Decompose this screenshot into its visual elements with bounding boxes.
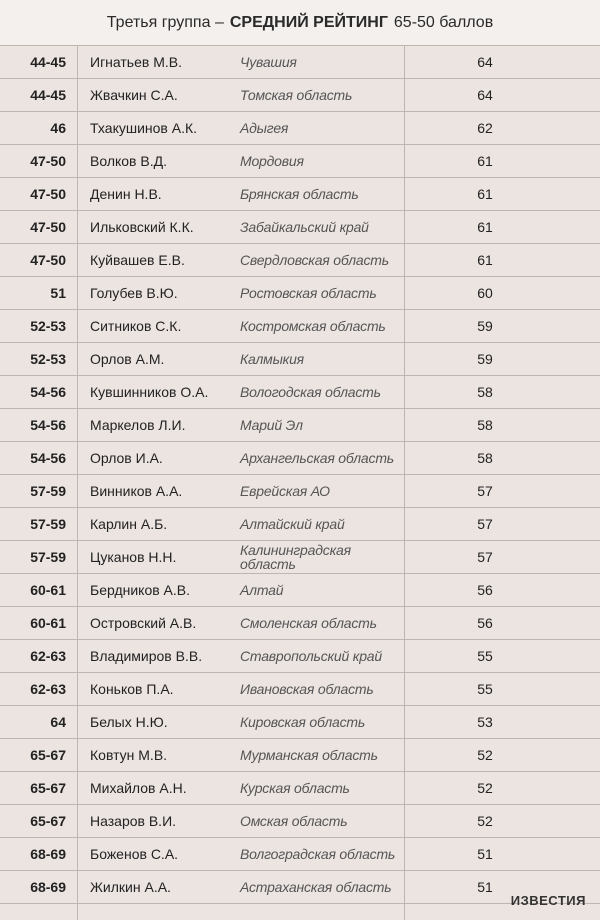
region-cell: Чувашия (240, 54, 297, 70)
score-cell: 56 (477, 615, 493, 631)
score-cell: 57 (477, 549, 493, 565)
rank-cell: 52-53 (30, 351, 66, 367)
table-row (0, 211, 600, 244)
rank-cell: 54-56 (30, 384, 66, 400)
table-row (0, 508, 600, 541)
name-cell: Назаров В.И. (90, 813, 177, 829)
score-cell: 61 (477, 252, 493, 268)
name-cell: Кувшинников О.А. (90, 384, 209, 400)
region-cell: Калмыкия (240, 351, 304, 367)
score-cell: 57 (477, 516, 493, 532)
rank-cell: 65-67 (30, 747, 66, 763)
table-row (0, 310, 600, 343)
score-cell: 52 (477, 747, 493, 763)
region-cell: Мордовия (240, 153, 304, 169)
score-cell: 51 (477, 846, 493, 862)
table-row (0, 772, 600, 805)
region-cell: Костромская область (240, 318, 386, 334)
score-cell: 57 (477, 483, 493, 499)
brand-logo: ИЗВЕСТИЯ (510, 893, 586, 908)
table-row (0, 442, 600, 475)
score-cell: 52 (477, 813, 493, 829)
name-cell: Орлов А.М. (90, 351, 165, 367)
table-row (0, 112, 600, 145)
name-cell: Жилкин А.А. (90, 879, 171, 895)
rank-cell: 57-59 (30, 549, 66, 565)
region-cell: Кировская область (240, 714, 366, 730)
region-cell: Омская область (240, 813, 348, 829)
table-row (0, 739, 600, 772)
score-cell: 58 (477, 417, 493, 433)
table-row (0, 640, 600, 673)
region-cell: Ставропольский край (240, 648, 382, 664)
name-cell: Цуканов Н.Н. (90, 549, 177, 565)
table-row (0, 178, 600, 211)
rank-cell: 62-63 (30, 648, 66, 664)
rank-cell: 64 (50, 714, 66, 730)
name-cell: Винников А.А. (90, 483, 183, 499)
table-row (0, 475, 600, 508)
name-cell: Тхакушинов А.К. (90, 120, 198, 136)
rank-cell: 57-59 (30, 483, 66, 499)
rank-cell: 65-67 (30, 813, 66, 829)
table-row (0, 574, 600, 607)
table-title (0, 0, 600, 46)
region-cell: Мурманская область (240, 747, 378, 763)
table-row (0, 343, 600, 376)
region-cell: Калининградская область (240, 542, 351, 572)
table-row (0, 145, 600, 178)
table-row (0, 244, 600, 277)
region-cell: Алтайский край (240, 516, 345, 532)
title-bold: СРЕДНИЙ РЕЙТИНГ (229, 13, 388, 31)
region-cell: Ростовская область (240, 285, 377, 301)
name-cell: Владимиров В.В. (90, 648, 203, 664)
score-cell: 62 (477, 120, 493, 136)
region-cell: Ивановская область (240, 681, 374, 697)
name-cell: Боженов С.А. (90, 846, 179, 862)
rating-table (0, 46, 600, 904)
score-cell: 55 (477, 681, 493, 697)
rank-cell: 47-50 (30, 252, 66, 268)
score-cell: 59 (477, 351, 493, 367)
name-cell: Бердников А.В. (90, 582, 191, 598)
table-row (0, 409, 600, 442)
table-row (0, 838, 600, 871)
rank-cell: 47-50 (30, 186, 66, 202)
score-cell: 58 (477, 450, 493, 466)
rank-cell: 65-67 (30, 780, 66, 796)
name-cell: Ковтун М.В. (90, 747, 168, 763)
region-cell: Адыгея (240, 120, 289, 136)
rank-cell: 52-53 (30, 318, 66, 334)
table-row (0, 673, 600, 706)
region-cell: Вологодская область (240, 384, 381, 400)
name-cell: Маркелов Л.И. (90, 417, 186, 433)
rank-cell: 60-61 (30, 615, 66, 631)
region-cell: Брянская область (240, 186, 359, 202)
region-cell: Курская область (240, 780, 350, 796)
rank-cell: 68-69 (30, 846, 66, 862)
score-cell: 64 (477, 87, 493, 103)
score-cell: 58 (477, 384, 493, 400)
table-row (0, 277, 600, 310)
region-cell: Еврейская АО (240, 483, 330, 499)
title-suffix: 65-50 баллов (393, 13, 494, 31)
name-cell: Белых Н.Ю. (90, 714, 168, 730)
rank-cell: 46 (50, 120, 66, 136)
score-cell: 64 (477, 54, 493, 70)
score-cell: 61 (477, 186, 493, 202)
score-cell: 51 (477, 879, 493, 895)
name-cell: Волков В.Д. (90, 153, 167, 169)
rank-cell: 44-45 (30, 87, 66, 103)
name-cell: Коньков П.А. (90, 681, 174, 697)
rank-cell: 47-50 (30, 219, 66, 235)
score-cell: 52 (477, 780, 493, 796)
name-cell: Жвачкин С.А. (90, 87, 178, 103)
score-cell: 60 (477, 285, 493, 301)
region-cell: Забайкальский край (240, 219, 369, 235)
table-row (0, 376, 600, 409)
rank-cell: 57-59 (30, 516, 66, 532)
region-cell: Волгоградская область (240, 846, 396, 862)
name-cell: Голубев В.Ю. (90, 285, 178, 301)
title-prefix: Третья группа – (106, 13, 224, 31)
rank-cell: 44-45 (30, 54, 66, 70)
name-cell: Михайлов А.Н. (90, 780, 187, 796)
region-cell: Свердловская область (240, 252, 389, 268)
region-cell: Марий Эл (240, 417, 303, 433)
rank-cell: 54-56 (30, 450, 66, 466)
name-cell: Куйвашев Е.В. (90, 252, 185, 268)
table-row (0, 46, 600, 79)
score-cell: 59 (477, 318, 493, 334)
name-cell: Ситников С.К. (90, 318, 182, 334)
name-cell: Островский А.В. (90, 615, 197, 631)
name-cell: Денин Н.В. (90, 186, 162, 202)
name-cell: Игнатьев М.В. (90, 54, 182, 70)
region-cell: Архангельская область (240, 450, 394, 466)
table-row (0, 607, 600, 640)
name-cell: Орлов И.А. (90, 450, 163, 466)
score-cell: 53 (477, 714, 493, 730)
table-row (0, 541, 600, 574)
rank-cell: 47-50 (30, 153, 66, 169)
rank-cell: 51 (50, 285, 66, 301)
table-row (0, 805, 600, 838)
score-cell: 56 (477, 582, 493, 598)
rank-cell: 54-56 (30, 417, 66, 433)
name-cell: Карлин А.Б. (90, 516, 168, 532)
table-row (0, 706, 600, 739)
table-row (0, 79, 600, 112)
region-cell: Астраханская область (240, 879, 392, 895)
region-cell: Смоленская область (240, 615, 377, 631)
score-cell: 61 (477, 219, 493, 235)
region-cell: Алтай (240, 582, 284, 598)
region-cell: Томская область (240, 87, 353, 103)
rank-cell: 62-63 (30, 681, 66, 697)
score-cell: 55 (477, 648, 493, 664)
rank-cell: 60-61 (30, 582, 66, 598)
name-cell: Ильковский К.К. (90, 219, 194, 235)
score-cell: 61 (477, 153, 493, 169)
rank-cell: 68-69 (30, 879, 66, 895)
